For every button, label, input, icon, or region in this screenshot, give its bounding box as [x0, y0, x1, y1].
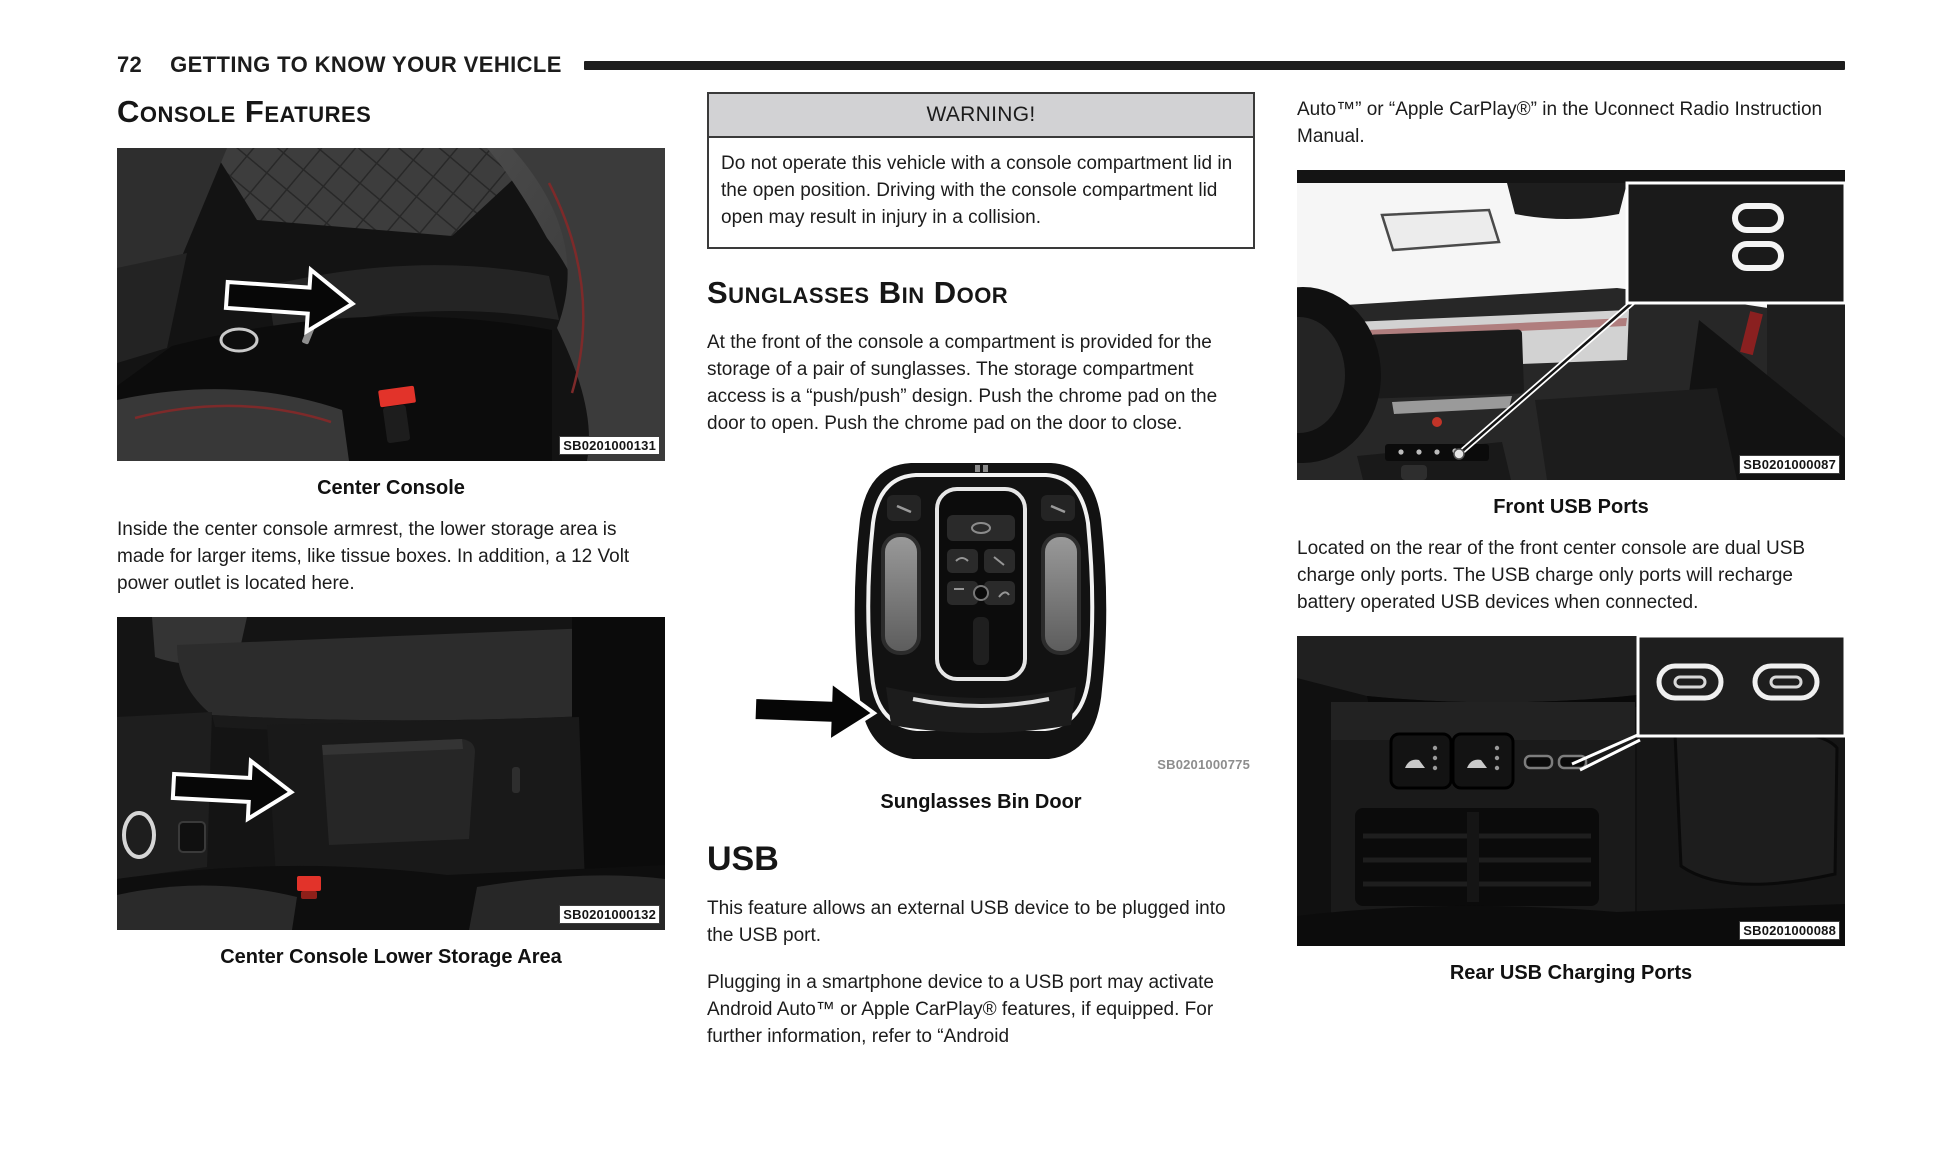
page-header — [117, 52, 1845, 78]
paragraph-usb-1: This feature allows an external USB device to be plugged into the USB port. — [707, 898, 1226, 946]
paragraph-sunglasses-bin: At the front of the console a compartment is provided for the storage of a pair of sunglasses. The storage compartment access is a “push/push” design. Push the chrome pad on the door to open. Push the chrome pad on the door to close. — [707, 332, 1218, 434]
caption-center-console: Center Console — [317, 477, 465, 499]
caption-rear-usb: Rear USB Charging Ports — [1449, 962, 1693, 984]
warning-box — [707, 92, 1255, 249]
caption-sunglasses-bin: Sunglasses Bin Door — [880, 791, 1082, 813]
paragraph-carplay-continued: Auto™” or “Apple CarPlay®” in the Uconnect Radio Instruction Manual. — [1297, 99, 1823, 147]
paragraph-center-console: Inside the center console armrest, the lower storage area is made for larger items, like tissue boxes. In addition, a 12 Volt power outlet is located here. — [117, 519, 630, 594]
section-title-usb: USB — [707, 840, 779, 878]
content-columns — [117, 88, 1845, 1070]
header-rule — [584, 61, 1845, 70]
usbc-ports-inset — [1638, 636, 1845, 736]
page-number: 72 — [117, 52, 143, 77]
image-code-label: SB0201000088 — [1739, 921, 1840, 940]
sunglasses-bin-figure — [707, 457, 1255, 775]
front-usb-figure — [1297, 170, 1845, 480]
lower-storage-illustration — [117, 617, 665, 930]
section-title-sunglasses-bin: Sunglasses Bin Door — [707, 275, 1009, 310]
caption-lower-storage: Center Console Lower Storage Area — [220, 946, 562, 968]
front-usb-illustration — [1297, 170, 1845, 480]
center-console-figure — [117, 148, 665, 461]
usb-ports-inset — [1627, 183, 1845, 303]
paragraph-usb-2: Plugging in a smartphone device to a USB port may activate Android Auto™ or Apple CarPlay® features, if equipped. For further information, refer to “Android — [707, 972, 1214, 1047]
caption-front-usb: Front USB Ports — [1493, 496, 1649, 518]
image-code-label: SB0201000087 — [1739, 455, 1840, 474]
image-code-label: SB0201000131 — [559, 436, 660, 455]
left-column — [117, 88, 665, 1070]
rear-usb-figure — [1297, 636, 1845, 946]
image-code-label: SB0201000132 — [559, 905, 660, 924]
chapter-title: GETTING TO KNOW YOUR VEHICLE — [170, 52, 562, 77]
sunglasses-bin-illustration — [751, 457, 1211, 769]
center-console-illustration — [117, 148, 665, 461]
right-column — [1297, 88, 1845, 1070]
warning-text: Do not operate this vehicle with a console compartment lid in the open position. Driving with the console compartment lid open may result in injury in a collision. — [721, 153, 1233, 228]
lower-storage-figure — [117, 617, 665, 930]
section-title-console-features: Console Features — [117, 94, 372, 129]
image-code-label: SB0201000775 — [1157, 757, 1250, 772]
middle-column — [707, 88, 1255, 1070]
warning-title: WARNING! — [709, 94, 1253, 138]
rear-usb-illustration — [1297, 636, 1845, 946]
paragraph-front-usb: Located on the rear of the front center console are dual USB charge only ports. The USB charge only ports will recharge battery operated USB devices when connected. — [1297, 538, 1806, 613]
